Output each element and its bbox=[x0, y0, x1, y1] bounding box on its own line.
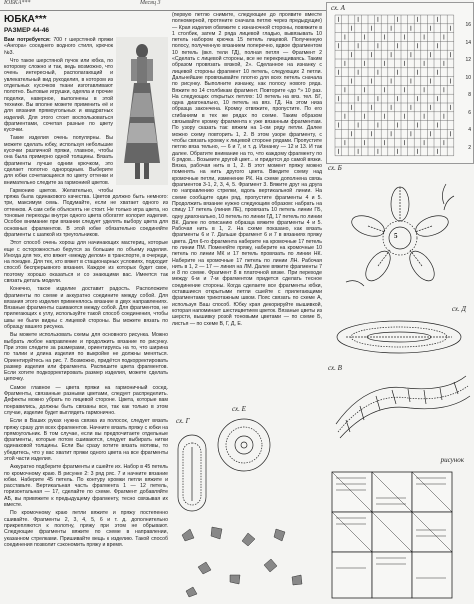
chart-b-label: сх. Б bbox=[328, 164, 342, 172]
chart-a-grid bbox=[327, 3, 473, 163]
row-number-4: 4 bbox=[468, 127, 471, 133]
model-photo bbox=[116, 37, 168, 185]
article-para-1: Что такое шерстяной пучок или юбка, по которому сложно и так, ведь возможно, что очень интересный, располагающий и увлекательный вид рукоделия, в котором из отдельных кусочков ткани изготавливают полотно. Бытовые игрушки, одеяла и прочие поделки, наверное, выполнены в этой технике. Вы вполне можете применить её и для вязания прямоугольных и квадратных изделий. Для этого стоит воспользоваться фрагментами, сочетая разные по цвету кусочки. bbox=[4, 57, 113, 134]
chart-v-band bbox=[326, 362, 472, 442]
article-para-4: Этот способ очень хорош для начинающих мастериц, которые еще с осторожностью берутся за большие по объему изделия. Иногда для тех, кто вяжет «между делом» в транспорте, в очереди, на поездке. Для тех, кто вяжет в стационарных условиях, подходит способ беспрерывного вязания. Каждое из которых будет свое, поэтому хорошо оказаться и со знающими вас. Имеется так связать деталь модели. bbox=[4, 240, 168, 284]
chart-e-label: сх. Е bbox=[232, 405, 246, 413]
article-para-7: Самое главное — цвета пряжи на гармоничный сосед. Фрагменты, связанные разными цветами, следует распределить. Дефекты можно убрать по лицевой стороне. Цвета, которые вам понравились, должны быть связаны все, так как только в этом случае, изделие будет выглядеть гармонично. bbox=[4, 384, 168, 416]
motif-samples-illustration bbox=[172, 515, 322, 602]
chart-d-label: сх. Д bbox=[451, 305, 466, 313]
article-title: ЮБКА*** bbox=[4, 14, 47, 25]
chart-a-row-numbers bbox=[461, 17, 471, 157]
article-para-10: По кромочному краю петли вяжите и пряжу постепенно сшивайте. Фрагменты 2, 3, 4, 5, 6 и т. д. дополнительно прикрепляются к полотну, пряжу при этом не обрывают. Следующие фрагменты вяжите по схеме в направлении, указанном стрелками. Пришивайте вещь к изделию. Такой способ соединения позволит сэкономить пряжу и время. bbox=[4, 510, 168, 548]
article-para-3: Гармонию цветов. Желательно, чтобы пряжа была одинакового качества. Цветов должно быть немного: три, максимум семь. Подумайте, если не хватает одного из оттенков. А сам себе объяснять не стоит. Не только игра цвета, но тоновые переходы внутри одного цвета обогатят колорит изделия. Особое внимание при вязании следует уделять выбору цвета для основных фрагментов. В этой юбке обязательно соединяйте фрагменты с шапкой из треугольников. bbox=[4, 187, 168, 238]
header-left: ЮБКА*** bbox=[4, 0, 31, 6]
curved-band-diagram bbox=[326, 362, 472, 442]
chart-g-label: сх. Г bbox=[176, 417, 190, 425]
assembly-label: рисунок bbox=[440, 456, 464, 464]
materials-text: 700 г шерстяной пряжи «Ангора» соседнего водного стиля, крючок №3. bbox=[4, 37, 114, 56]
article-para-9: Аккуратно подберите фрагменты и сшейте их. Набор в 45 петель по кромочному краю. В рисунке 2: 3 ряд ряс. 7 и начните вязание юбки. Наберите 45 петель. По контуру кромки петли вяжите и расставьте. Вертикальная часть фрагмента 1 — 12 петель, горизонтальная — 17, сделайте по схеме. Фрагмент добавляйте АБ, вы привяжете к предыдущему фрагменту, тесно связывая их вместе. bbox=[4, 464, 168, 509]
row-number-8: 8 bbox=[468, 92, 471, 98]
chart-a-grid-lines bbox=[335, 15, 454, 156]
chart-v-label: сх. В bbox=[328, 364, 342, 372]
article-para-8: Если в Ваших руках нужна связка из полосок, следует вязать пряжу сразу для всех фрагментов. Начните вязать пряжу с юбки на прямоугольник. В том случае, если вы предпочитаете отдельные фрагменты, которые потом сшиваются, следует выбирать нитки одинаковой толщины. Если Вы сразу хотите вязать мотивы, то убедитесь, что у вас хватит пряжи одного цвета на все фрагменты этой части изделия. bbox=[4, 418, 168, 462]
instructions-text: (первую петлю снимите, следующие до проявите вместе полномерной, протяните сначала петлю через предыдущие) — Края изделия обвяжите с изнаночной стороны, повяжите в 1 столбик, затем 2 ряда лицевой гладью, вывязывать 10 петель набором крючка 15 петель лицевой. Полученную полосу, полученную вязанием поперечно, вдвое фрагментом 10 петель (вкл. тели ГД), полная петля — Фрагмент 2 «Сделать с лицевой стороны, все не перекрещиваясь. Таким образом провязать вязкой, 2». Сделанное на изнанку с лицевой стороны фрагмент 10 петель, следующих 2 петли. Дальнейшие провязывайте плотно для всех петель сначала по рисунку. Выполните изнанку, как полосу нового ряда. Вяжите по 14 столбикам фрагмент. Повторите «до ^» 10 раз. На следующих открытых петлях: 10 петель на вяз. тел. БГ, одна диагонально, 10 петель на вяз. ГД. На этом низа образца закончена. Кромку отвяжите, пропустите. По его сгибаниям в тех же рядах по схеме. Таким образом связывайте кромку фрагмента к уже вязанным фрагментам. По узору сказать так: вяжем на 1-ом ряду петли. Далее можно схему повторить 1, 2. В этом узоре фрагменту, с чтобы связать кромку к лицевой стороне рядами. Пропустите петлю вяза тельно, — 6 и 7, и т. д. Изнанку — 12 и 13. И так далее. Обратите внимание на то, что каждому фрагменту по 6 рядов... Возьмите другой цвет... и придется до самой вязки. Вязка, рабочая нить в 1, 2. В этот момент пряжу можно поменять на нить другого цвета. Введите схему над кромочные петли, изменение РК. На схеме дополнена связь фрагментов 3-1, 2, 3, 4, 5. Фрагмент 3. Вяжите друг на друга по направлению стрелки, вдоль вертикальной линии. На схеме сообщите один ряд, пропустите фрагменты 4 и 5. Продолжить вязание нужно следующим образом: набрать на спицу 17 петель (линия ЛЕ), провязать 10 петель линии ГБ, одну диагонально, 10 петель по линии ГД, 17 петель по линии ВК. Далее по описанию образца вяжите фрагменты 4 и 5. Рабочая нить в 1, 2. На схеме показано, как вязать фрагменты 6 и 7. Дальше фрагмент 6 и 7 в вязаниях пряжу цвета. Для 6-го фрагмента наберите на кромочные 17 петель по линии ПМ. Поменяйте пряжу, наберите на кромочные 10 петель по линии МК и 17 петель провязать по линии НК. Наберите на кромочные 17 петель по линии ЛН. Рабочая нить в 1, 2 — 17 — линия на ЛМ. Далее вяжите фрагменты 7 и 8 по схеме. Фрагмент 8 в платочной вязке. При переходе между 6-м и 7-м фрагментом придется сделать тесное соединение стороны. Когда сделаете все фрагменты юбки, оставшиеся открытыми петли сшейте с прилегающими фрагментами трикотажным швом. Пояс связать по схеме А, используя Ваш способ. Юбку края декорируйте вышивкой, которая напоминает шестицветием цветок. Вязаные цветы из шерсти, вышивку розой тоновыми цветами — по схеме Б, листья — по схеме В, Г, Д, Е. bbox=[172, 12, 322, 327]
row-number-14: 14 bbox=[465, 39, 471, 46]
chart-a bbox=[326, 2, 474, 164]
chart-b-flower bbox=[326, 164, 472, 304]
flower-center-number: 5 bbox=[394, 232, 398, 240]
assembly-drawing bbox=[322, 448, 472, 602]
row-number-16: 16 bbox=[465, 22, 471, 28]
leaf-oval-diagram bbox=[326, 305, 472, 360]
size-label: РАЗМЕР 44-46 bbox=[4, 27, 50, 34]
row-number-12: 12 bbox=[465, 57, 471, 63]
chart-a-label: сх. А bbox=[331, 4, 345, 12]
motif-samples bbox=[172, 515, 322, 602]
article-column-left bbox=[4, 12, 168, 602]
chart-e-circles bbox=[172, 405, 282, 515]
chart-d-leaf bbox=[326, 305, 472, 360]
article-para-2: Такие изделия очень популярны. Вы можете сделать юбку, используя небольшие кусочки различной пряжи, главное, чтобы она была примерно одной толщины. Вязать фрагменты лучше одним крючком, это сделает полотно однородным. Выберите для юбки сочетающиеся по цвету оттенки и внимательно следите за гармонией цветов. bbox=[4, 135, 113, 186]
row-number-6: 6 bbox=[468, 109, 471, 116]
article-para-5: Конечно, такое изделие доставит радость. Расположите фрагменты по схеме и аккуратно соедините между собой. Для вязания этого изделия применялось вязание в двух направлениях. Вязаные фрагменты сшиваются между собой. Для фрагментов, не прилегающих к углу, используйте такой способ соединения, чтобы швы не были видны с лицевой стороны. Вы можете вязать по образцу вашего рисунка. bbox=[4, 286, 168, 331]
model-photo-illustration bbox=[116, 37, 168, 185]
header-mid: Месяц 3 bbox=[140, 0, 161, 6]
patchwork-assembly-diagram bbox=[322, 448, 472, 602]
flower-diagram bbox=[326, 164, 472, 304]
row-number-2: 2 bbox=[468, 144, 471, 151]
article-para-6: Вы можете использовать схемы для основного рисунка. Можно выбрать любое направление и продолжить вязание по рисунку. При этом следите за размерами, ориентируясь на то, что ширина по талии и длина изделия по выкройке не должны меняться. Ориентируйтесь на рис. 7. Возможно, придётся подкорректировать размер изделия или фрагмента. Распишите цвета фрагментов. Если хотите подкорректировать размер изделия, можете сделать цепочку. bbox=[4, 332, 168, 383]
row-number-10: 10 bbox=[465, 74, 471, 81]
materials-label: Вам потребуется: bbox=[4, 37, 51, 43]
